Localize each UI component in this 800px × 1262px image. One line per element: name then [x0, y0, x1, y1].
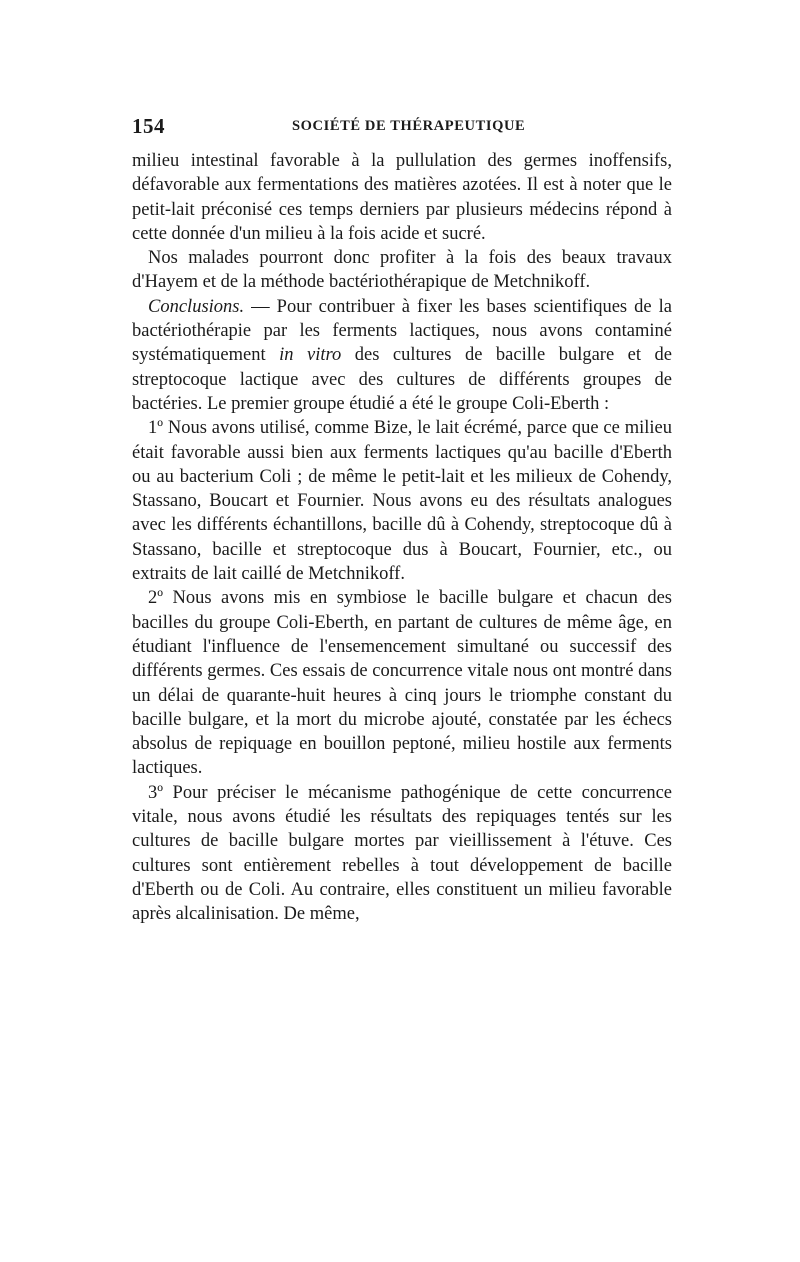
page-number: 154	[132, 114, 165, 138]
paragraph-2: Nos malades pourront donc profiter à la fois des beaux travaux d'Hayem et de la méthode bactériothérapique de Metchnikoff.	[132, 248, 672, 293]
paragraph-conclusions	[132, 295, 672, 416]
conclusions-text-before: — Pour contribuer à fixer les bases scientifiques de la bactériothérapie par les ferments lactiques, nous avons contaminé systématiquement	[132, 296, 672, 366]
conclusions-italic: in vitro	[279, 345, 342, 366]
conclusions-text-after: des cultures de bacille bulgare et de streptocoque lactique avec des cultures de différents groupes de bactéries. Le premier groupe étudié a été le groupe Coli-Eberth :	[132, 345, 672, 414]
conclusions-lead: Conclusions.	[148, 296, 245, 317]
paragraph-point-3: 3º Pour préciser le mécanisme pathogénique de cette concurrence vitale, nous avons étudié les résultats des repiquages tentés sur les cultures de bacille bulgare mortes par vieillissement à l'étuve. Ces cultures sont entièrement rebelles à tout développement de bacille d'Eberth ou de Coli. Au contraire, elles constituent un milieu favorable après alcalinisation. De même,	[132, 782, 672, 925]
paragraph-1: milieu intestinal favorable à la pullulation des germes inoffensifs, défavorable aux fermentations des matières azotées. Il est à noter que le petit-lait préconisé ces temps derniers par plusieurs médecins répond à cette donnée d'un milieu à la fois acide et sucré.	[132, 151, 672, 244]
header-title: SOCIÉTÉ DE THÉRAPEUTIQUE	[292, 118, 526, 134]
running-header	[132, 114, 672, 140]
body-text	[132, 149, 672, 927]
paragraph-point-1: 1º Nous avons utilisé, comme Bize, le lait écrémé, parce que ce milieu était favorable aussi bien aux ferments lactiques qu'au bacille d'Eberth ou au bacterium Coli ; de même le petit-lait et les milieux de Cohendy, Stassano, Boucart et Fournier. Nous avons eu des résultats analogues avec les différents échantillons, bacille dû à Cohendy, streptocoque dû à Stassano, bacille et streptocoque dus à Boucart, Fournier, etc., ou extraits de lait caillé de Metchnikoff.	[132, 418, 672, 585]
paragraph-point-2: 2º Nous avons mis en symbiose le bacille bulgare et chacun des bacilles du groupe Coli-Eberth, en partant de cultures de même âge, en étudiant l'influence de l'ensemencement simultané ou successif des différents germes. Ces essais de concurrence vitale nous ont montré dans un délai de quarante-huit heures à cinq jours le triomphe constant du bacille bulgare, et la mort du microbe ajouté, constatée par les échecs absolus de repiquage en bouillon peptoné, milieu hostile aux ferments lactiques.	[132, 588, 672, 779]
